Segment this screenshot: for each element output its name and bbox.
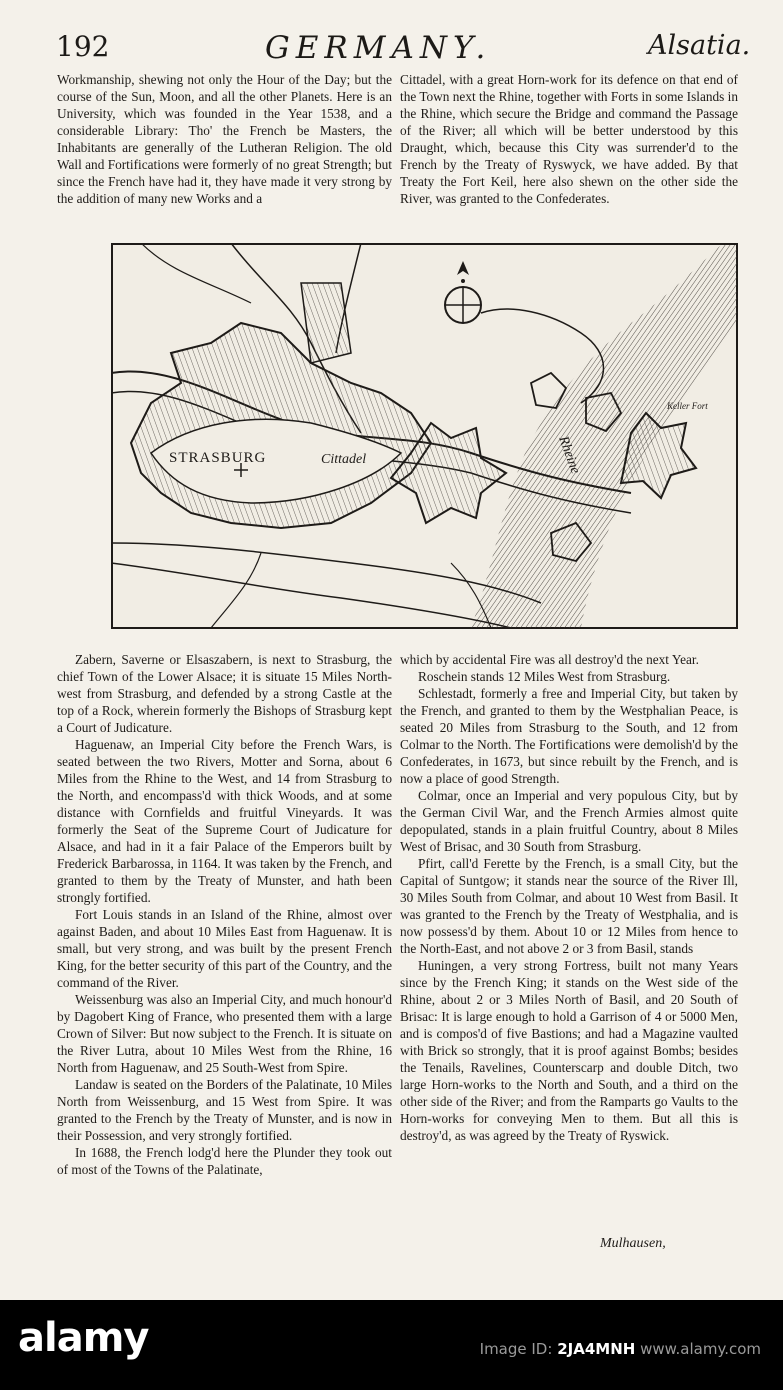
paragraph: Cittadel, with a great Horn-work for its defence on that end of the Town next the Rhine, together with Forts in some Islands in the Rhine, which secure the Bridge and command the Passage of the River; all which will be better understood by this Draught, which, because this City was surrender'd to the French by the Treaty of Ryswyck, we have added. By that Treaty the Fort Keil, here also shewn on the other side the River, was granted to the Confederates. bbox=[400, 72, 738, 206]
paragraph: Landaw is seated on the Borders of the Palatinate, 10 Miles North from Weissenburg, and 15 West from Spire. It was granted to the French by the Treaty of Munster, and is now in their Possession, and very strongly fortified. bbox=[57, 1077, 392, 1143]
paragraph: Haguenaw, an Imperial City before the French Wars, is seated between the two Rivers, Motter and Sorna, about 6 Miles from the Rhine to the West, and 14 from Strasburg to the North, and encompass'd with thick Woods, and at some distance with Cornfields and fruitful Vineyards. It was formerly the Seat of the Supreme Court of Judicature for Alsace, and had in it a fair Palace of the Emperors built by Frederick Barbarossa, in 1164. It was taken by the French, and granted to them by the Treaty of Munster, and hath been strongly fortified. bbox=[57, 737, 392, 905]
paragraph: Fort Louis stands in an Island of the Rhine, almost over against Baden, and about 10 Miles East from Haguenaw. It is small, but very strong, and was built by the present French King, for the better security of this part of the Country, and the command of the River. bbox=[57, 907, 392, 990]
paragraph: Huningen, a very strong Fortress, built not many Years since by the French King; it stands on the West side of the Rhine, about 2 or 3 Miles North of Basil, and 20 South of Brisac: It is large enough to hold a Garrison of 4 or 5000 Men, and is compos'd of five Bastions; and had a Magazine vaulted with Brick so strongly, that it is proof against Bombs; besides the Tenails, Ravelines, Counterscarp and double Ditch, two large Horn-works to the North and South, and a third on the other side of the River; and from the Ramparts go Vaults to the Horn-works for conveying Men to them. But all this is destroy'd, as was agreed by the Treaty of Ryswick. bbox=[400, 958, 738, 1143]
paragraph: Zabern, Saverne or Elsaszabern, is next to Strasburg, the chief Town of the Lower Alsace; it is situate 15 Miles North-west from Strasburg, and defended by a strong Castle at the top of a Rock, wherein formerly the Bishops of Strasburg kept a Court of Judicature. bbox=[57, 652, 392, 735]
bottom-right-column bbox=[400, 651, 738, 1226]
map-label-rheine: Rheine bbox=[555, 434, 583, 476]
map-label-strasburg: STRASBURG bbox=[169, 450, 267, 466]
map-label-citadel: Cittadel bbox=[321, 452, 367, 467]
paragraph: In 1688, the French lodg'd here the Plunder they took out of most of the Towns of the Palatinate, bbox=[57, 1145, 392, 1177]
paragraph: which by accidental Fire was all destroy'd the next Year. bbox=[400, 652, 699, 667]
paragraph: Workmanship, shewing not only the Hour of the Day; but the course of the Sun, Moon, and all the other Planets. Here is an University, which was founded in the Year 1538, and a considerable Library: Tho' the French be Masters, the Inhabitants are generally of the Lutheran Religion. The old Wall and Fortifications were formerly of no great Strength; but since the French have had it, they have made it very strong by the addition of many new Works and a bbox=[57, 72, 392, 206]
running-title: GERMANY. bbox=[265, 30, 492, 66]
watermark-image-id bbox=[480, 1340, 761, 1358]
page-number: 192 bbox=[56, 30, 110, 63]
paragraph: Weissenburg was also an Imperial City, and much honour'd by Dagobert King of France, who presented them with a large Crown of Silver: But now subject to the French. It is situate on the River Lutra, about 10 Miles West from the Rhine, 16 North from Haguenaw, and 25 South-West from Spire. bbox=[57, 992, 392, 1075]
top-right-column bbox=[400, 71, 738, 221]
running-region: Alsatia. bbox=[648, 30, 751, 61]
image-id-value: 2JA4MNH bbox=[557, 1340, 636, 1358]
watermark-site: www.alamy.com bbox=[640, 1340, 761, 1358]
map-label-keller-fort: Keller Fort bbox=[667, 401, 708, 411]
paragraph: Pfirt, call'd Ferette by the French, is a small City, but the Capital of Suntgow; it stands near the source of the River Ill, 30 Miles South from Colmar, and about 10 West from Basil. It was granted to the French by the Treaty of Westphalia, and is now possess'd by them. About 10 or 12 Miles from hence to the North-East, and not above 2 or 3 from Basil, stands bbox=[400, 856, 738, 956]
paragraph: Schlestadt, formerly a free and Imperial City, but taken by the French, and granted to them by the Westphalian Peace, is seated 20 Miles from Strasburg to the South, and 12 from Colmar to the North. The Fortifications were demolish'd by the Confederates, in 1673, but since rebuilt by the French, and is now a place of good Strength. bbox=[400, 686, 738, 786]
top-left-column bbox=[57, 71, 392, 221]
image-id-label: Image ID: bbox=[479, 1340, 553, 1358]
watermark-logo: alamy bbox=[18, 1315, 149, 1361]
paragraph: Colmar, once an Imperial and very populous City, but by the German Civil War, and the French Armies almost quite depopulated, stands in a plain fruitful Country, about 8 Miles West of Brisac, and 30 South from Strasburg. bbox=[400, 788, 738, 854]
paragraph: Roschein stands 12 Miles West from Strasburg. bbox=[418, 669, 671, 684]
catchword: Mulhausen, bbox=[600, 1236, 666, 1251]
strasburg-map bbox=[111, 243, 738, 629]
bottom-left-column bbox=[57, 651, 392, 1226]
